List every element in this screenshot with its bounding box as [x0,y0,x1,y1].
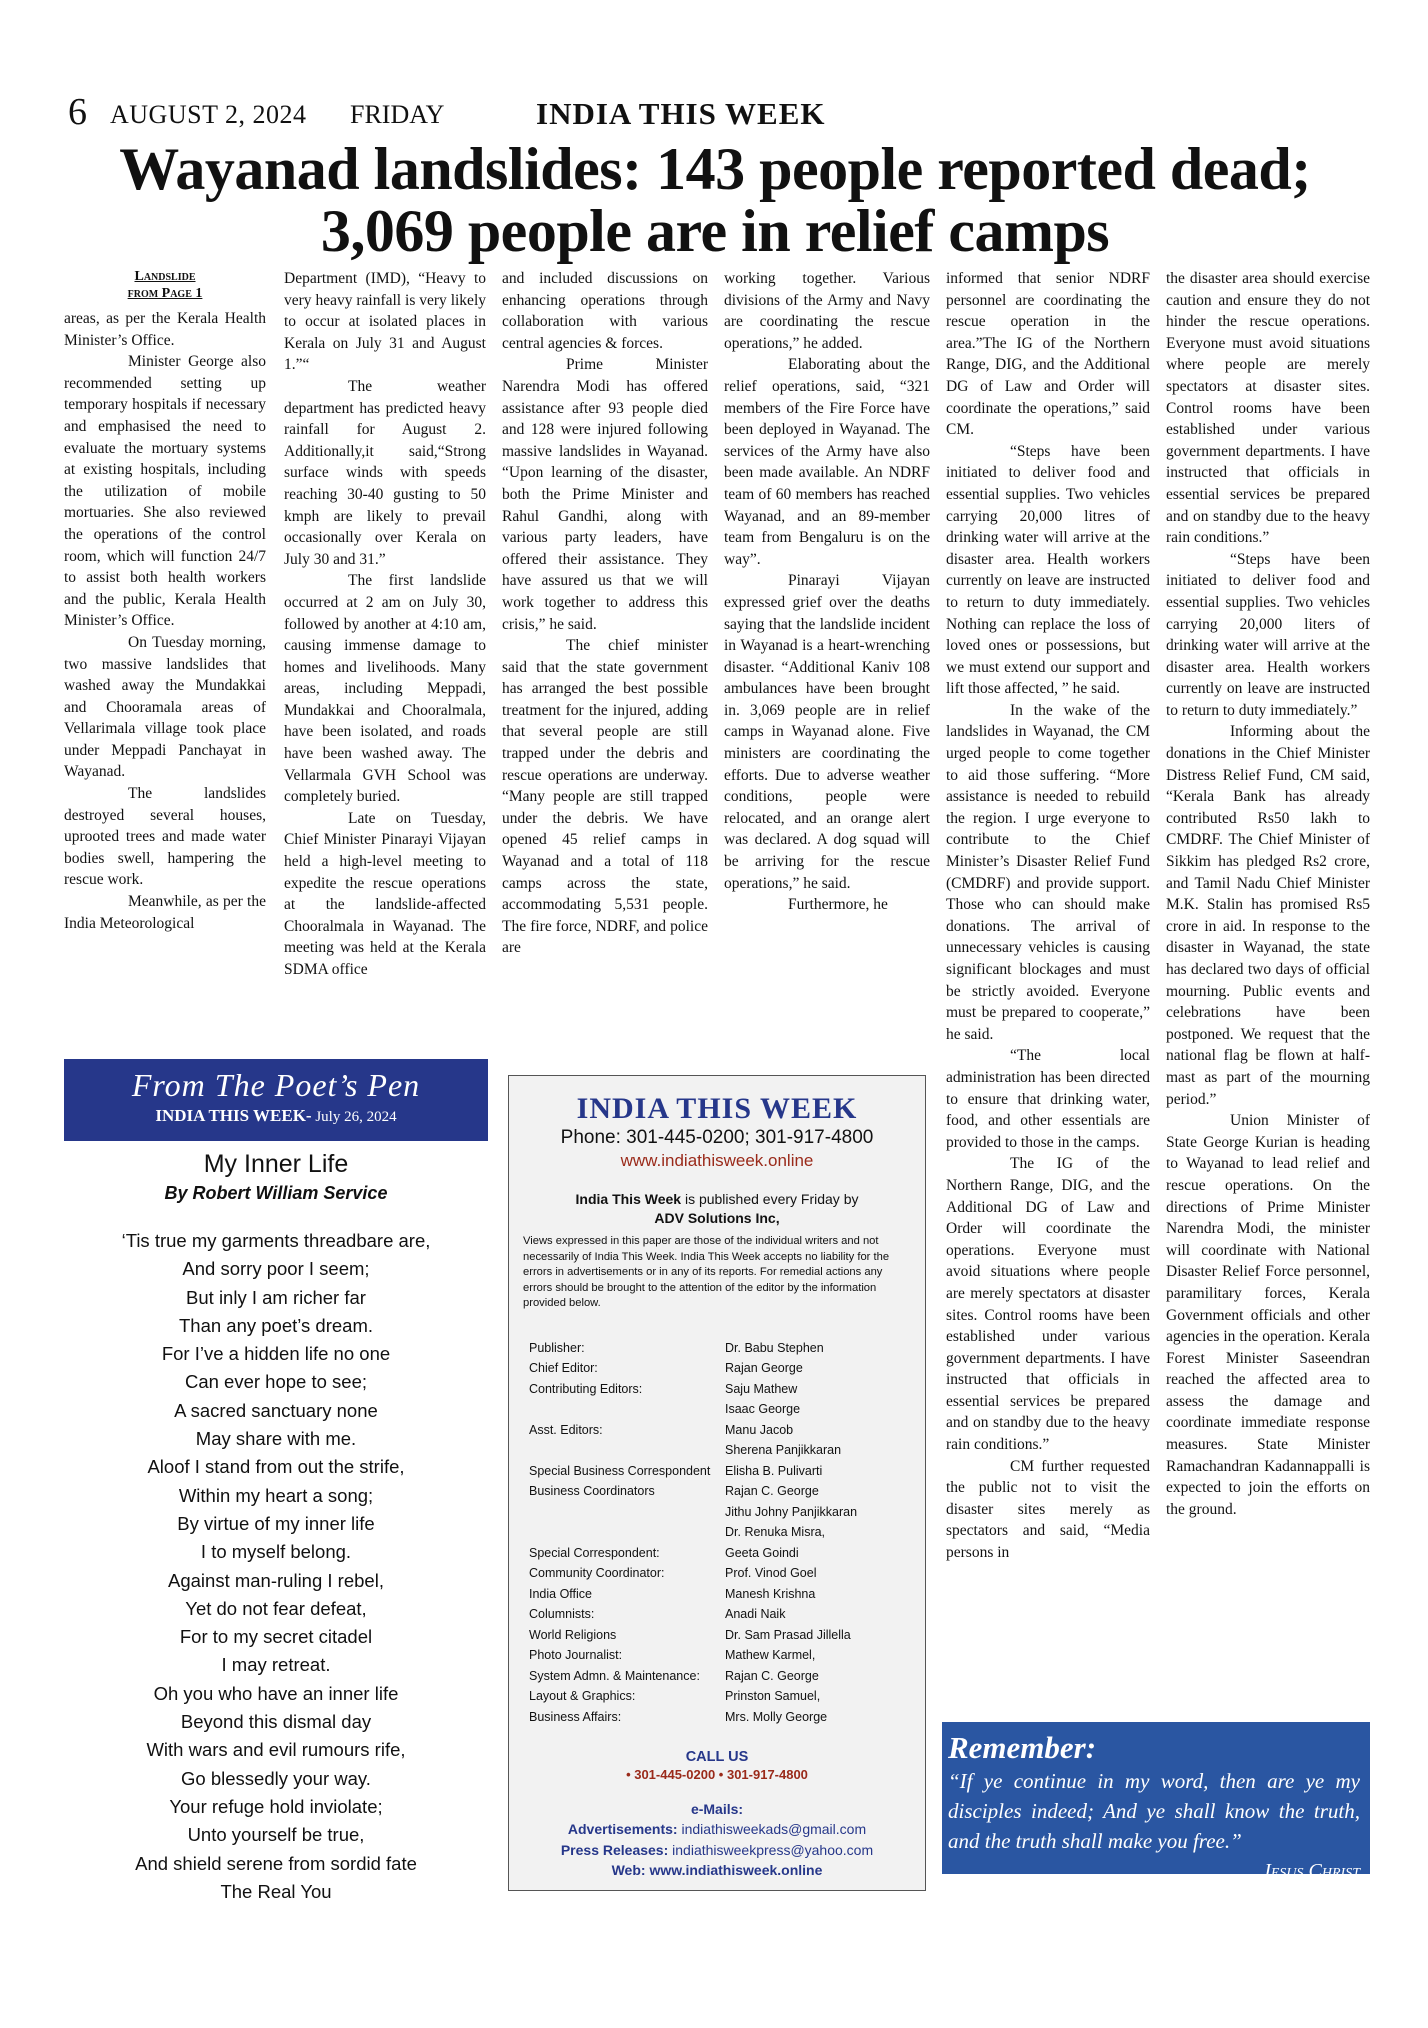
issue-date: AUGUST 2, 2024 [110,100,307,129]
staff-role: Contributing Editors: [529,1381,643,1396]
paragraph: In the wake of the landslides in Wayanad, the CM urged people to come together to aid those suffering. “More assistance is needed to rebuild the region. I urge everyone to contribute to the Chief Minister’s Disaster Relief Fund (CMDRF) and provide support. Those who can should make donations. The arrival of unnecessary vehicles is causing significant blockages and must be strictly avoided. Everyone must be prepared to cooperate,” he said. [946,701,1150,1043]
paper-name: INDIA THIS WEEK [536,96,826,131]
staff-row [529,1338,909,1359]
headline: Wayanad landslides: 143 people reported dead; 3,069 people are in relief camps [119,136,1311,264]
poem-author: By Robert William Service [164,1183,388,1203]
staff-row [529,1440,909,1461]
paragraph: “The local administration has been directed to ensure that drinking water, food, and other essentials are provided to those in the camps. [946,1047,1150,1151]
poem-line: Go blessedly your way. [181,1767,371,1789]
paragraph: Late on Tuesday, Chief Minister Pinarayi Vijayan held a high-level meeting to expedite the rescue operations at the landslide-affected Chooralmala in Wayanad. The meeting was held at the Kerala SDMA office [284,809,486,978]
paragraph: Pinarayi Vijayan expressed grief over the deaths saying that the landslide incident in Wayanad is a heart-wrenching disaster. “Additional Kaniv 108 ambulances have been brought in. 3,069 people are in relief camps in Wayanad alone. Five ministers are coordinating the efforts. Due to adverse weather conditions, people were relocated, and an orange alert was declared. A dog squad will be arriving for the rescue operations,” he said. [724,572,930,892]
poem-line: Can ever hope to see; [184,1371,368,1393]
poem-line: For I’ve a hidden life no one [161,1343,391,1365]
paragraph: and included discussions on enhancing operations through collaboration with various central agencies & forces. [502,270,708,352]
poet-section-title: From The Poet’s Pen [131,1067,421,1103]
poem-line: The Real You [220,1880,332,1902]
staff-role: Publisher: [529,1340,585,1355]
poem-title: My Inner Life [203,1150,349,1178]
staff-name: Prof. Vinod Goel [725,1566,817,1580]
staff-row [529,1686,909,1707]
poem-line: A sacred sanctuary none [174,1399,378,1421]
staff-name: Rajan George [725,1361,803,1375]
staff-role [529,1502,725,1523]
paragraph: areas, as per the Kerala Health Minister’s Office. [64,310,266,349]
paragraph: The landslides destroyed several houses, uprooted trees and made water bodies swell, hampering the rescue work. [64,785,266,889]
poem-lines [64,1227,488,1906]
paragraph: The IG of the Northern Range, DIG, and the Additional DG of Law and Order will coordinate the operations. Everyone must avoid situations where people are merely spectators at disaster sites. Control rooms have been established under various government departments. I have instructed that officials in essential services be prepared and on standby due to the heavy rain conditions.” [946,1155,1150,1454]
article-column-2 [284,268,486,1040]
remember-quote: “If ye continue in my word, then are ye my disciples indeed; And ye shall know the truth, and the truth shall make you free.” [948,1769,1360,1853]
poem-line: Against man-ruling I rebel, [168,1569,384,1591]
disclaimer: Views expressed in this paper are those of the individual writers and not necessarily of India This Week. India This Week accepts no liability for the errors in advertisements or in any of its reports. For remedial actions any errors should be brought to the attention of the editor by the information provided below. [523,1235,890,1309]
article-column-4 [724,268,930,1040]
poet-section-header [64,1059,488,1141]
staff-name: Manesh Krishna [725,1586,816,1601]
poem-line: Oh you who have an inner life [153,1682,399,1704]
staff-name: Prinston Samuel, [725,1689,821,1703]
press-email[interactable]: Press Releases: indiathisweekpress@yahoo.com [560,1841,874,1858]
staff-name: Isaac George [725,1402,801,1416]
article-column-1 [64,268,266,1040]
staff-row [529,1399,909,1420]
article-column-5 [946,268,1150,1723]
publisher-statement: India This Week is published every Friday by ADV Solutions Inc, [575,1191,859,1226]
page-number: 6 [68,91,87,133]
staff-role [529,1522,725,1543]
paragraph: informed that senior NDRF personnel are coordinating the rescue operation in the area.”The IG of the Northern Range, DIG, and the Additional DG of Law and Order will coordinate the operations,” said CM. [946,270,1150,439]
staff-role: Layout & Graphics: [529,1689,636,1703]
paragraph: The first landslide occurred at 2 am on July 30, followed by another at 4:10 am, causing immense damage to homes and livelihoods. Many areas, including Meppadi, Mundakkai and Chooralmala, have been isolated, and roads have been washed away. The Vellarmala GVH School was completely buried. [284,572,486,806]
staff-name: Geeta Goindi [725,1545,799,1560]
paragraph: On Tuesday morning, two massive landslides that washed away the Mundakkai and Chooramala areas of Vellarimala village took place under Meppadi Panchayat in Wayanad. [64,633,266,781]
paragraph: the disaster area should exercise caution and ensure they do not hinder the rescue operations. Everyone must avoid situations where people are merely spectators at disaster sites. Control rooms have been established under various government departments. I have instructed that officials in essential services be prepared and on standby due to the heavy rain conditions.” [1166,270,1370,547]
paragraph: Union Minister of State George Kurian is heading to Wayanad to lead relief and rescue operations. On the directions of Prime Minister Narendra Modi, the minister will coordinate with National Disaster Relief Force personnel, paramilitary forces, Kerala Government officials and other agencies in the operation. Kerala Forest Minister Saseendran reached the affected area to assess the damage and coordinate immediate response measures. State Minister Ramachandran Kadannappalli is expected to join the efforts on the ground. [1166,1112,1370,1518]
staff-role: Chief Editor: [529,1361,598,1375]
staff-role: Special Correspondent: [529,1545,660,1560]
info-paper-name: INDIA THIS WEEK [576,1092,858,1125]
paragraph: The weather department has predicted heavy rainfall for August 2. Additionally,it said,“Strong surface winds with speeds reaching 30-40 gusting to 50 kmph are likely to prevail occasionally over Kerala on July 30 and 31.” [284,377,486,568]
info-website[interactable]: www.indiathisweek.online [620,1151,814,1170]
article-column-6 [1166,268,1370,1718]
poem-line: Than any poet’s dream. [178,1314,374,1336]
staff-row [529,1604,909,1625]
issue-day: FRIDAY [350,100,445,129]
staff-name: Saju Mathew [725,1381,798,1396]
remember-title: Remember: [948,1730,1097,1765]
staff-row [529,1707,909,1728]
staff-role [529,1399,725,1420]
info-phone: Phone: 301-445-0200; 301-917-4800 [560,1127,874,1148]
staff-list [529,1338,909,1728]
staff-name: Dr. Babu Stephen [725,1340,824,1355]
staff-role: System Admn. & Maintenance: [529,1668,700,1683]
staff-role: Special Business Correspondent [529,1463,711,1478]
publication-info-box [508,1075,926,1891]
staff-name: Dr. Renuka Misra, [725,1525,826,1539]
staff-row [529,1358,909,1379]
poem-line: With wars and evil rumours rife, [146,1739,406,1761]
poem-line: Beyond this dismal day [180,1711,372,1733]
staff-row [529,1625,909,1646]
paragraph: Furthermore, he [788,896,888,914]
staff-name: Rajan C. George [725,1668,819,1683]
poem-line: And sorry poor I seem; [182,1258,370,1280]
poem-line: Yet do not fear defeat, [185,1597,367,1619]
paragraph: The chief minister said that the state government has arranged the best possible treatment for the injured, adding that several people are still trapped under the debris and rescue operations are underway. “Many people are still trapped under the debris. We have opened 45 relief camps in Wayanad and a total of 118 camps across the state, accommodating 5,531 people. The fire force, NDRF, and police are [502,637,708,957]
web-link[interactable]: Web: www.indiathisweek.online [611,1862,823,1878]
poem-line: Your refuge hold inviolate; [169,1795,383,1817]
staff-role: Business Coordinators [529,1484,655,1498]
staff-role: India Office [529,1586,593,1601]
article-column-3 [502,268,708,1040]
staff-row [529,1584,909,1605]
staff-row [529,1461,909,1482]
call-us-heading: CALL US [685,1749,749,1765]
poem-line: And shield serene from sordid fate [135,1852,417,1874]
staff-name: Mathew Karmel, [725,1648,816,1662]
staff-role: Community Coordinator: [529,1566,665,1580]
paragraph: “Steps have been initiated to deliver food and essential supplies. Two vehicles carrying 20,000 litres of drinking water will arrive at the disaster area. Health workers currently on leave are instructed to return to duty immediately. Nothing can replace the loss of loved ones or possessions, but we must extend our support and lift those affected, ” he said. [946,442,1150,698]
staff-row [529,1522,909,1543]
poem-line: May share with me. [195,1428,357,1450]
remember-source: Jesus Christ [1262,1860,1360,1882]
staff-name: Anadi Naik [725,1607,786,1621]
poem-line: Unto yourself be true, [187,1824,365,1846]
paragraph: Elaborating about the relief operations, said, “321 members of the Fire Force have been deployed in Wayanad. The services of the Army have also been made available. An NDRF team of 60 members has reached Wayanad, and an 89-member team from Bengaluru is on the way”. [724,356,930,568]
paragraph: Department (IMD), “Heavy to very heavy rainfall is very likely to occur at isolated places in Kerala on July 31 and August 1.”“ [284,270,486,374]
paragraph: CM further requested the public not to visit the disaster sites merely as spectators and said, “Media persons in [946,1457,1150,1562]
poem-line: I may retreat. [221,1654,331,1676]
emails-heading: e-Mails: [690,1801,744,1817]
paragraph: Minister George also recommended setting up temporary hospitals if necessary and emphasised the need to evaluate the mortuary systems at existing hospitals, including the utilization of mobile mortuaries. She also reviewed the operations of the control room, which will function 24/7 to assist both health workers and the public, Kerala Health Minister’s Office. [64,353,266,630]
paragraph: Informing about the donations in the Chief Minister Distress Relief Fund, CM said, “Kerala Bank has already contributed Rs50 lakh to CMDRF. The Chief Minister of Sikkim has pledged Rs2 crore, and Tamil Nadu Chief Minister M.K. Stalin has promised Rs5 crore in aid. In response to the disaster in Wayanad, the state has declared two days of official mourning. Public events and celebrations have been postponed. We request that the national flag be flown at half-mast as part of the mourning period.” [1166,723,1370,1108]
poet-source: INDIA THIS WEEK- July 26, 2024 [155,1106,397,1125]
staff-row [529,1379,909,1400]
call-us-numbers: • 301-445-0200 • 301-917-4800 [626,1767,808,1782]
staff-name: Elisha B. Pulivarti [725,1463,823,1478]
poem-line: For to my secret citadel [179,1626,373,1648]
poem-line: ‘Tis true my garments threadbare are, [121,1230,431,1251]
staff-role: Columnists: [529,1607,595,1621]
poem-line: Aloof I stand from out the strife, [147,1456,405,1478]
staff-row [529,1563,909,1584]
continuation-kicker: Landslide from Page 1 [127,269,203,301]
staff-row [529,1420,909,1441]
ads-email[interactable]: Advertisements: indiathisweekads@gmail.com [567,1821,867,1837]
staff-role: World Religions [529,1627,617,1642]
staff-name: Sherena Panjikkaran [725,1443,842,1457]
paragraph: “Steps have been initiated to deliver food and essential supplies. Two vehicles carrying 20,000 liters of drinking water will arrive at the disaster area. Health workers currently on leave are instructed to return to duty immediately.” [1166,550,1370,719]
poem-line: But inly I am richer far [186,1286,366,1308]
staff-role: Business Affairs: [529,1709,622,1724]
paragraph: Prime Minister Narendra Modi has offered assistance after 93 people died and 128 were injured following massive landslides in Wayanad. “Upon learning of the disaster, both the Prime Minister and Rahul Gandhi, along with various party leaders, have offered their assistance. They have assured us that we will work together to address this crisis,” he said. [502,356,708,633]
masthead [68,91,1368,136]
staff-role [529,1440,725,1461]
remember-box [942,1722,1370,1882]
paragraph: working together. Various divisions of the Army and Navy are coordinating the rescue operations,” he added. [724,270,930,352]
poem [64,1141,488,1902]
poem-line: By virtue of my inner life [177,1512,375,1534]
paragraph: Meanwhile, as per the India Meteorological [64,893,266,932]
staff-row [529,1645,909,1666]
poem-line: Within my heart a song; [178,1484,374,1506]
staff-name: Jithu Johny Panjikkaran [725,1504,858,1519]
staff-name: Rajan C. George [725,1484,819,1498]
poem-line: I to myself belong. [200,1541,352,1563]
staff-role: Photo Journalist: [529,1648,623,1662]
staff-row [529,1543,909,1564]
staff-name: Dr. Sam Prasad Jillella [725,1627,851,1642]
staff-name: Manu Jacob [725,1422,794,1437]
staff-row [529,1502,909,1523]
staff-name: Mrs. Molly George [725,1709,828,1724]
staff-row [529,1666,909,1687]
staff-role: Asst. Editors: [529,1422,603,1437]
staff-row [529,1481,909,1502]
